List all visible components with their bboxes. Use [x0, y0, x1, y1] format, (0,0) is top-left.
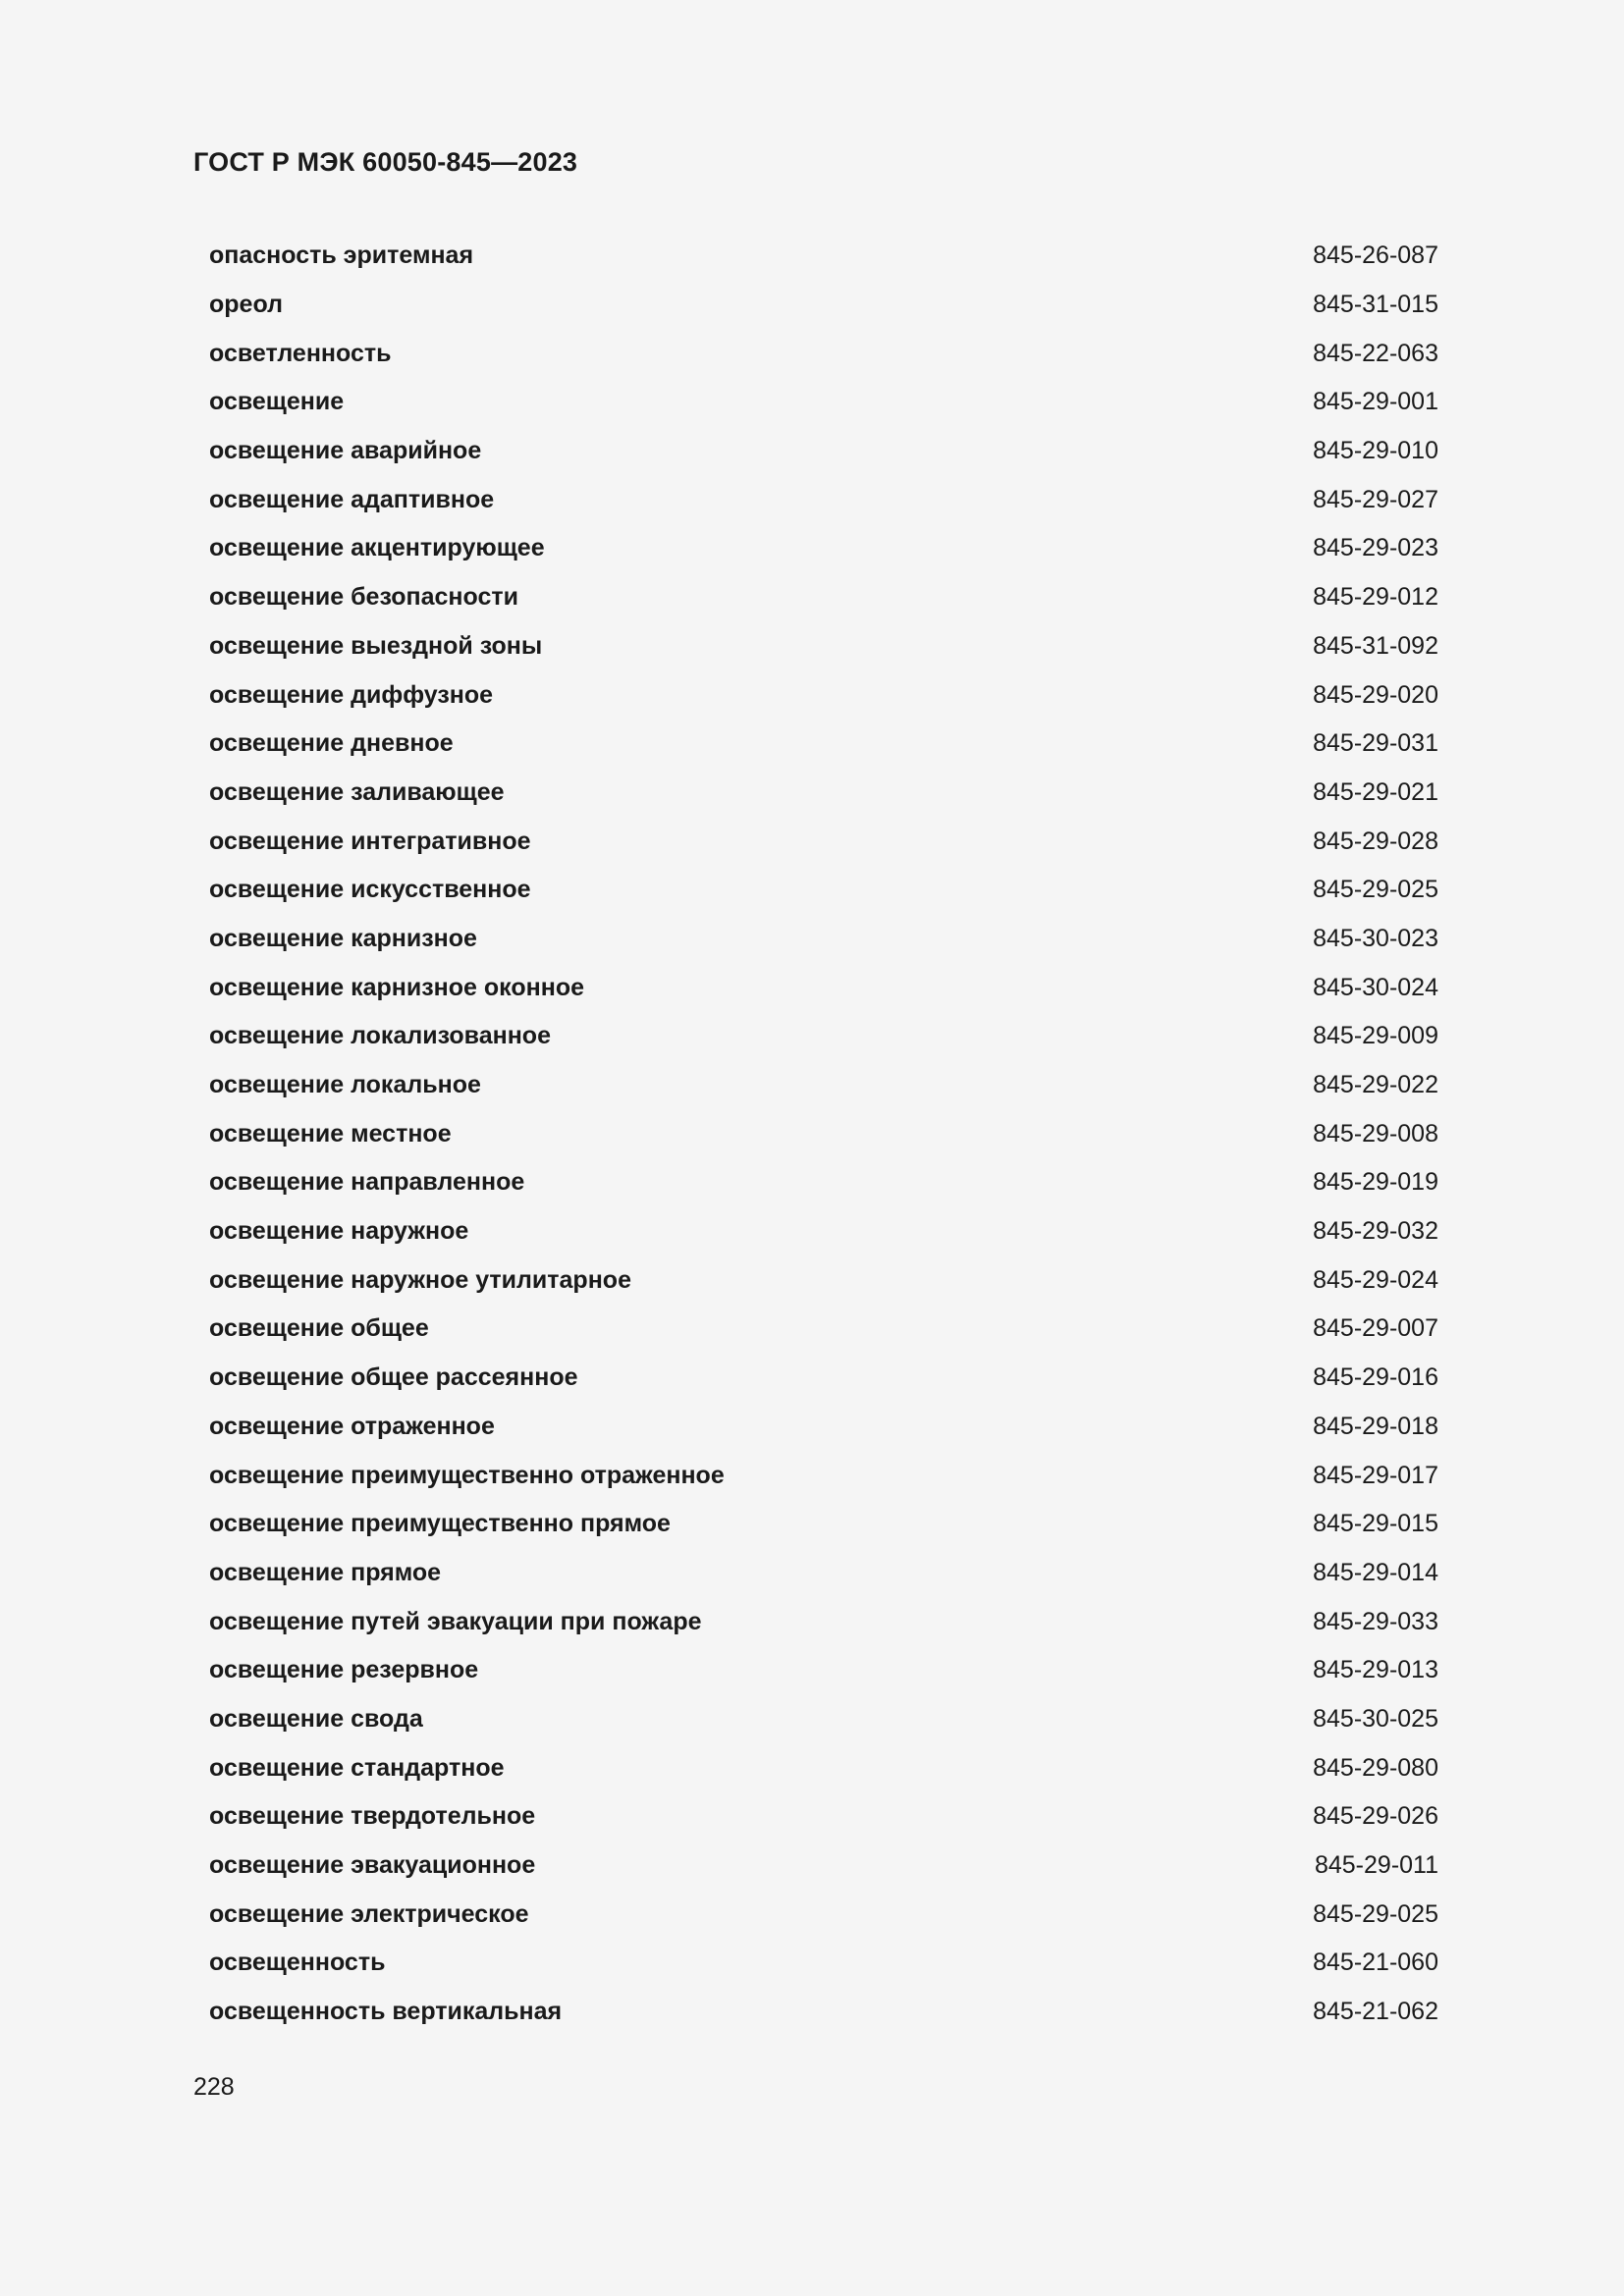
index-term: освещение свода	[209, 1704, 423, 1733]
index-code: 845-21-060	[1313, 1949, 1438, 1977]
index-row	[209, 963, 1438, 1012]
index-term: освещение карнизное	[209, 924, 477, 952]
index-term: освещение безопасности	[209, 583, 518, 612]
index-term: освещение диффузное	[209, 680, 494, 709]
index-row	[209, 1403, 1438, 1452]
index-term: освещение преимущественно отраженное	[209, 1461, 725, 1489]
index-code: 845-29-027	[1313, 485, 1438, 513]
index-code: 845-29-032	[1313, 1217, 1438, 1246]
index-row	[209, 1158, 1438, 1207]
index-code: 845-31-092	[1313, 631, 1438, 660]
index-term: освещение акцентирующее	[209, 534, 545, 562]
index-code: 845-26-087	[1313, 241, 1438, 270]
index-code: 845-31-015	[1313, 291, 1438, 319]
index-row	[209, 1743, 1438, 1792]
index-term: освещение выездной зоны	[209, 631, 543, 660]
index-term: освещение твердотельное	[209, 1802, 536, 1831]
index-code: 845-29-031	[1313, 729, 1438, 758]
index-term: освещенность	[209, 1949, 386, 1977]
index-term: освещение стандартное	[209, 1753, 505, 1782]
index-code: 845-29-026	[1313, 1802, 1438, 1831]
index-code: 845-29-016	[1313, 1363, 1438, 1392]
index-row	[209, 1451, 1438, 1500]
index-row	[209, 1792, 1438, 1842]
index-row	[209, 1109, 1438, 1158]
index-row	[209, 1207, 1438, 1256]
index-row	[209, 1354, 1438, 1403]
index-code: 845-30-025	[1313, 1704, 1438, 1733]
index-term: освещение направленное	[209, 1168, 525, 1197]
index-code: 845-29-020	[1313, 680, 1438, 709]
index-code: 845-29-014	[1313, 1558, 1438, 1586]
index-term: освещение наружное утилитарное	[209, 1265, 631, 1294]
index-code: 845-29-028	[1313, 827, 1438, 855]
index-code: 845-29-009	[1313, 1022, 1438, 1050]
index-row	[209, 1842, 1438, 1891]
index-term: освещение дневное	[209, 729, 454, 758]
index-row	[209, 866, 1438, 915]
page-number: 228	[193, 2073, 235, 2101]
index-term: освещение эвакуационное	[209, 1851, 536, 1880]
index-term: освещенность вертикальная	[209, 1998, 563, 2026]
index-code: 845-29-024	[1313, 1265, 1438, 1294]
index-term: освещение путей эвакуации при пожаре	[209, 1607, 702, 1635]
index-term: освещение аварийное	[209, 437, 482, 465]
index-code: 845-29-001	[1313, 388, 1438, 416]
index-term: освещение электрическое	[209, 1899, 529, 1928]
index-row	[209, 622, 1438, 671]
index-term: освещение общее рассеянное	[209, 1363, 578, 1392]
index-row	[209, 1500, 1438, 1549]
index-row	[209, 281, 1438, 330]
index-term: осветленность	[209, 339, 392, 367]
index-code: 845-29-025	[1313, 876, 1438, 904]
index-row	[209, 1939, 1438, 1988]
index-code: 845-29-025	[1313, 1899, 1438, 1928]
index-row	[209, 769, 1438, 818]
index-code: 845-29-022	[1313, 1071, 1438, 1099]
index-code: 845-21-062	[1313, 1998, 1438, 2026]
index-row	[209, 1988, 1438, 2037]
index-code: 845-29-011	[1314, 1851, 1438, 1880]
index-term: освещение локальное	[209, 1071, 481, 1099]
index-term: освещение искусственное	[209, 876, 531, 904]
index-row	[209, 1305, 1438, 1354]
index-row	[209, 232, 1438, 281]
index-row	[209, 475, 1438, 524]
index-row	[209, 720, 1438, 769]
index-row	[209, 817, 1438, 866]
index-row	[209, 329, 1438, 378]
index-code: 845-29-017	[1313, 1461, 1438, 1489]
index-code: 845-22-063	[1313, 339, 1438, 367]
index-code: 845-29-019	[1313, 1168, 1438, 1197]
index-term: освещение	[209, 388, 345, 416]
index-term: освещение местное	[209, 1119, 452, 1148]
index-row	[209, 1695, 1438, 1744]
index-term: опасность эритемная	[209, 241, 474, 270]
index-term: освещение преимущественно прямое	[209, 1510, 671, 1538]
index-term: освещение адаптивное	[209, 485, 495, 513]
index-row	[209, 1012, 1438, 1061]
index-term: освещение наружное	[209, 1217, 469, 1246]
index-code: 845-29-015	[1313, 1510, 1438, 1538]
index-code: 845-29-012	[1313, 583, 1438, 612]
index-row	[209, 1255, 1438, 1305]
index-row	[209, 670, 1438, 720]
term-index-list	[209, 232, 1438, 2036]
index-code: 845-29-023	[1313, 534, 1438, 562]
index-row	[209, 915, 1438, 964]
index-row	[209, 378, 1438, 427]
index-code: 845-29-013	[1313, 1656, 1438, 1684]
index-code: 845-29-080	[1313, 1753, 1438, 1782]
index-code: 845-29-008	[1313, 1119, 1438, 1148]
index-row	[209, 1597, 1438, 1646]
index-term: освещение локализованное	[209, 1022, 551, 1050]
index-term: освещение прямое	[209, 1558, 442, 1586]
index-code: 845-30-024	[1313, 973, 1438, 1001]
index-term: освещение отраженное	[209, 1412, 495, 1440]
index-code: 845-29-010	[1313, 437, 1438, 465]
index-row	[209, 573, 1438, 622]
index-code: 845-29-033	[1313, 1607, 1438, 1635]
index-code: 845-29-018	[1313, 1412, 1438, 1440]
index-term: освещение заливающее	[209, 777, 505, 806]
index-term: освещение карнизное оконное	[209, 973, 585, 1001]
index-term: освещение интегративное	[209, 827, 531, 855]
index-row	[209, 524, 1438, 573]
index-row	[209, 427, 1438, 476]
index-term: освещение общее	[209, 1314, 429, 1343]
index-row	[209, 1890, 1438, 1939]
index-row	[209, 1646, 1438, 1695]
index-row	[209, 1061, 1438, 1110]
index-term: ореол	[209, 291, 283, 319]
document-header: ГОСТ Р МЭК 60050-845—2023	[193, 147, 578, 177]
index-code: 845-29-021	[1313, 777, 1438, 806]
index-code: 845-29-007	[1313, 1314, 1438, 1343]
index-code: 845-30-023	[1313, 924, 1438, 952]
index-row	[209, 1549, 1438, 1598]
index-term: освещение резервное	[209, 1656, 479, 1684]
